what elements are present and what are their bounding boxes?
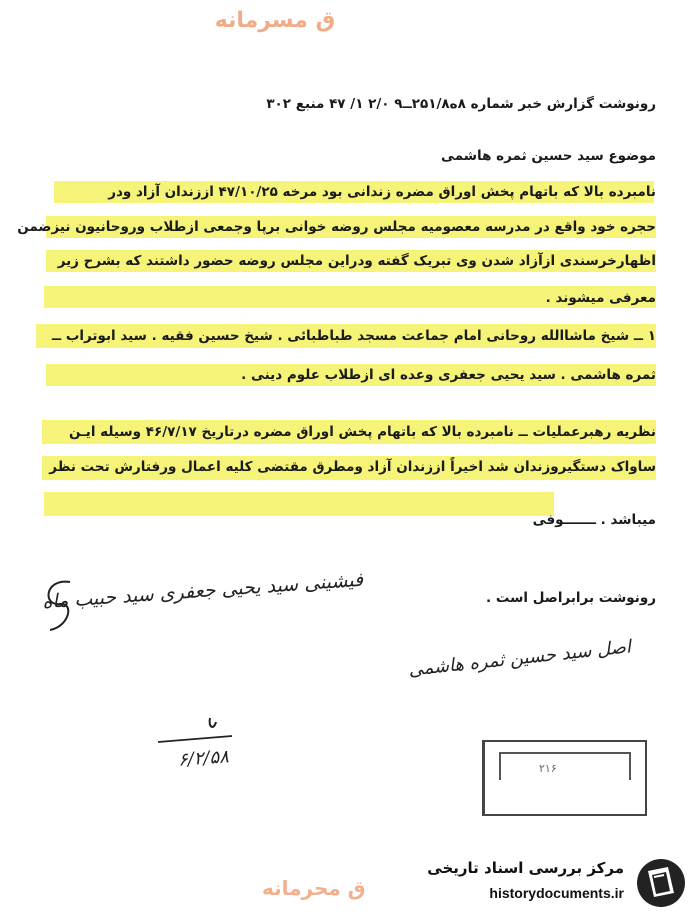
logo-persian-text: مرکز بررسی اسناد تاریخی (427, 859, 624, 877)
box-stamp-inner (499, 752, 631, 780)
highlight-9 (44, 492, 554, 516)
archive-box-stamp (482, 740, 647, 816)
body-line-1: نامبرده بالا که باتهام پخش اوراق مضره زندانی بود مرخه ۴۷/۱۰/۲۵ اززندان آزاد ودر (108, 184, 656, 200)
logo-website-text[interactable]: historydocuments.ir (489, 885, 624, 901)
list-line-2: ثمره هاشمی . سید یحیی جعفری وعده ای ازطلاب علوم دینی . (241, 367, 656, 383)
confidential-stamp-bottom: ق محرمانه (262, 876, 366, 900)
signature-loop-icon (40, 576, 80, 636)
body-line-3: اظهارخرسندی ازآزاد شدن وی تبریک گفته ودراین مجلس روضه حضور داشتند که بشرح زیر (57, 253, 656, 269)
body-line-2: حجره خود واقع در مدرسه معصومیه مجلس روضه خوانی برپا وجمعی ازطلاب وروحانیون نیزضمن (17, 219, 656, 235)
handwritten-date: ۶/۲/۵۸ (177, 746, 230, 771)
box-stamp-number: ۲۱۶ (539, 762, 557, 775)
subject-line: موضوع سید حسین ثمره هاشمی (441, 148, 656, 164)
opinion-line-1: نظریه رهبرعملیات ــ نامبرده بالا که باتهام پخش اوراق مضره درتاریخ ۴۶/۷/۱۷ وسیله ایـن (68, 424, 656, 440)
copy-certified-line: رونوشت برابراصل است . (486, 590, 656, 606)
history-documents-logo (427, 853, 690, 913)
report-header-line: رونوشت گزارش خبر شماره ۸ه۲۵۱/۸ــ۹ ۲/۰ ۱/ ۴۷ منبع ۳۰۲ (266, 96, 656, 112)
handwritten-signature-left: فیشینی سید یحیی جعفری سید حبیب ماه (41, 568, 364, 614)
list-line-1: ۱ ــ شیخ ماشاالله روحانی امام جماعت مسجد طباطبائی . شیخ حسین فقیه . سید ابوتراب ــ (51, 328, 656, 344)
opinion-line-3: میباشد . ـــــــوفی (532, 512, 656, 528)
handwritten-signature-middle: اصل سید حسین ثمره هاشمی (407, 636, 632, 681)
body-line-4: معرفی میشوند . (545, 290, 656, 306)
document-center-icon (634, 857, 688, 909)
confidential-stamp-top: ق مسرمانه (214, 8, 336, 33)
opinion-line-2: ساواک دستگیروزندان شد اخیراً اززندان آزاد ومطرق مقتضی کلیه اعمال ورفتارش تحت نظر (49, 459, 656, 475)
